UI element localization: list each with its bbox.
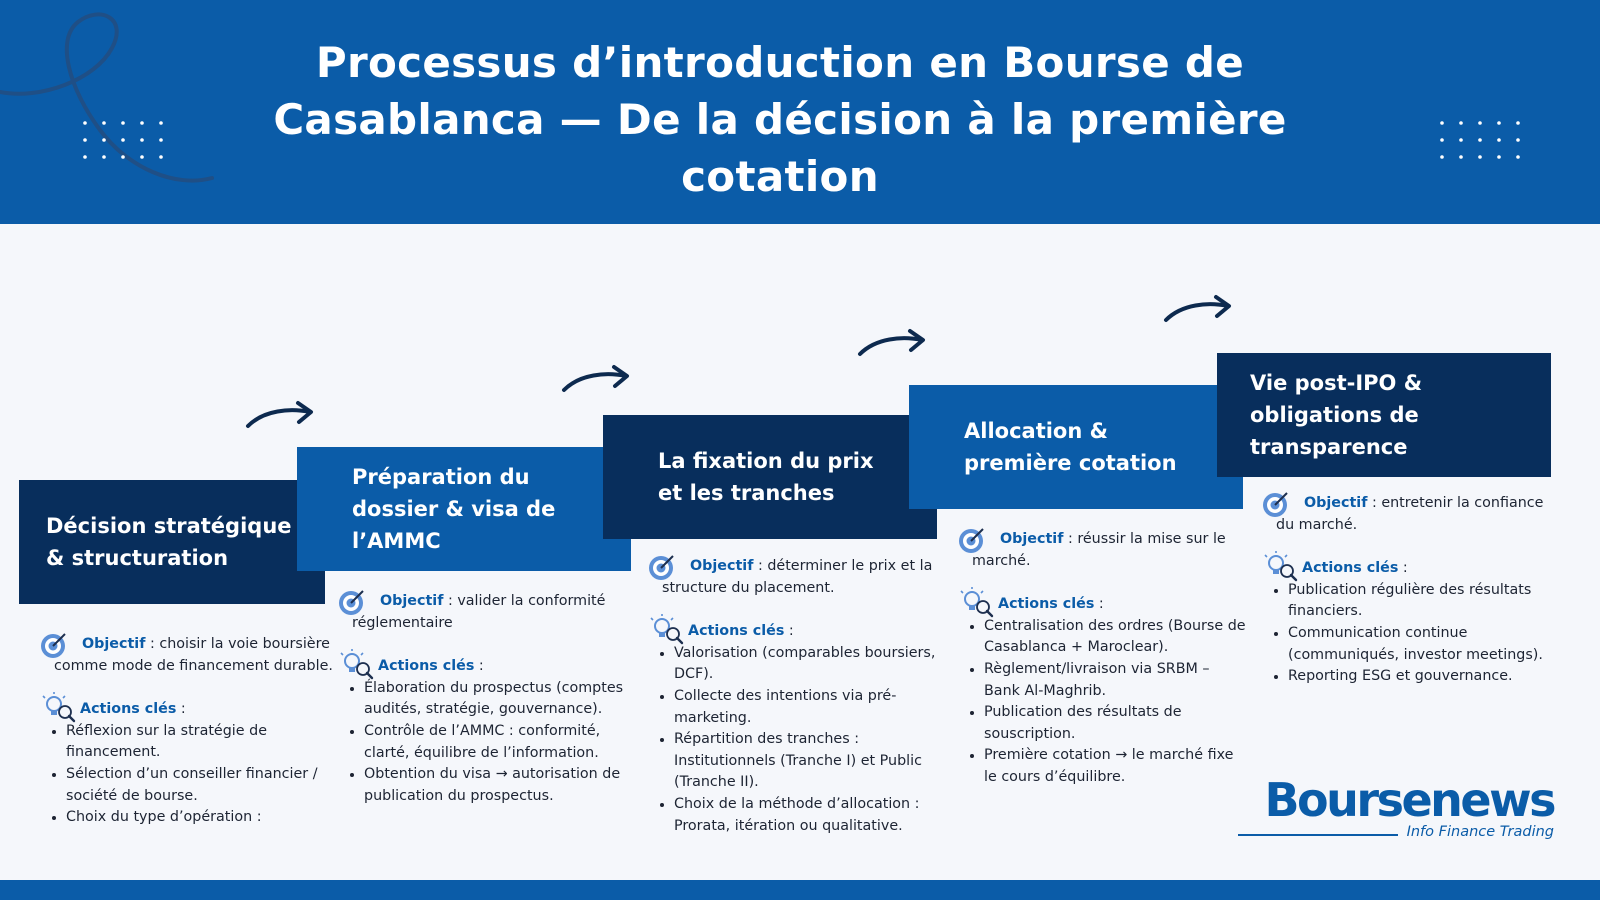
list-item: Publication régulière des résultats financiers. (1262, 580, 1562, 623)
step-5-title: Vie post-IPO & obligations de transparence (1250, 371, 1423, 459)
actions-heading: Actions clés : (958, 594, 1248, 616)
target-icon (39, 630, 69, 660)
objective-text: : déterminer le prix et la structure du placement. (662, 558, 933, 596)
step-5-box (1217, 353, 1551, 477)
objective-text: : valider la conformité réglementaire (352, 593, 606, 631)
objective-label: Objectif (1000, 531, 1064, 547)
actions-list (1262, 580, 1562, 688)
actions-list (40, 721, 338, 829)
list-item: Centralisation des ordres (Bourse de Casablanca + Maroclear). (958, 616, 1248, 659)
logo-underline (1238, 834, 1398, 836)
actions-label: Actions clés (378, 658, 475, 675)
actions-list (338, 678, 628, 808)
list-item: Contrôle de l’AMMC : conformité, clarté, équilibre de l’information. (338, 721, 628, 764)
page-title: Processus d’introduction en Bourse de Casablanca — De la décision à la première cotation (273, 38, 1287, 201)
idea-search-icon (1264, 551, 1298, 583)
list-item: Obtention du visa → autorisation de publication du prospectus. (338, 764, 628, 807)
idea-search-icon (42, 692, 76, 724)
swirl-decoration-icon (0, 0, 230, 200)
step-2-title: Préparation du dossier & visa de l’AMMC (352, 465, 556, 553)
step-4-details (958, 529, 1248, 789)
step-5-details (1262, 493, 1562, 688)
list-item: Reporting ESG et gouvernance. (1262, 666, 1562, 688)
list-item: Valorisation (comparables boursiers, DCF). (648, 643, 938, 686)
target-icon (647, 552, 677, 582)
arrow-right-icon (244, 398, 316, 434)
list-item: Règlement/livraison via SRBM – Bank Al-Maghrib. (958, 659, 1248, 702)
objective (648, 556, 938, 599)
header-banner (0, 0, 1600, 224)
objective-text: : entretenir la confiance du marché. (1276, 495, 1544, 533)
target-icon (957, 525, 987, 555)
dot-grid-right-icon (1437, 118, 1527, 168)
actions-list (958, 616, 1248, 789)
list-item: Répartition des tranches : Institutionnels (Tranche I) et Public (Tranche II). (648, 729, 938, 794)
actions-heading: Actions clés : (1262, 558, 1562, 580)
list-item: Première cotation → le marché fixe le cours d’équilibre. (958, 745, 1248, 788)
objective (338, 591, 628, 634)
list-item: Réflexion sur la stratégie de financement. (40, 721, 338, 764)
idea-search-icon (340, 649, 374, 681)
list-item: Choix du type d’opération : (40, 807, 338, 829)
step-3-details (648, 556, 938, 837)
actions-label: Actions clés (998, 596, 1095, 613)
actions-heading: Actions clés : (40, 699, 338, 721)
step-3-box (603, 415, 937, 539)
objective-label: Objectif (380, 593, 444, 609)
list-item: Publication des résultats de souscription. (958, 702, 1248, 745)
step-3-title: La fixation du prix et les tranches (658, 449, 874, 505)
step-4-box (909, 385, 1243, 509)
idea-search-icon (650, 614, 684, 646)
actions-heading: Actions clés : (338, 656, 628, 678)
actions-label: Actions clés (688, 623, 785, 640)
idea-search-icon (960, 587, 994, 619)
logo-wordmark: Boursenews (1264, 773, 1554, 827)
footer-band (0, 880, 1600, 900)
objective (40, 634, 338, 677)
boursenews-logo (1234, 773, 1554, 846)
arrow-right-icon (560, 362, 632, 398)
actions-list (648, 643, 938, 837)
actions-label: Actions clés (1302, 560, 1399, 577)
actions-heading: Actions clés : (648, 621, 938, 643)
step-1-details (40, 634, 338, 829)
objective (958, 529, 1248, 572)
step-4-title: Allocation & première cotation (964, 419, 1177, 475)
step-1-box (19, 480, 325, 604)
dot-grid-left-icon (80, 118, 170, 168)
objective-label: Objectif (1304, 495, 1368, 511)
list-item: Collecte des intentions via pré-marketing. (648, 686, 938, 729)
target-icon (1261, 489, 1291, 519)
step-2-box (297, 447, 631, 571)
actions-label: Actions clés (80, 701, 177, 718)
list-item: Sélection d’un conseiller financier / société de bourse. (40, 764, 338, 807)
list-item: Communication continue (communiqués, investor meetings). (1262, 623, 1562, 666)
step-2-details (338, 591, 628, 807)
objective-text: : réussir la mise sur le marché. (972, 531, 1226, 569)
objective (1262, 493, 1562, 536)
logo-tagline: Info Finance Trading (1406, 824, 1554, 840)
objective-label: Objectif (690, 558, 754, 574)
arrow-right-icon (1162, 292, 1234, 328)
objective-label: Objectif (82, 636, 146, 652)
step-1-title: Décision stratégique & structuration (46, 514, 292, 570)
list-item: Élaboration du prospectus (comptes audités, stratégie, gouvernance). (338, 678, 628, 721)
list-item: Choix de la méthode d’allocation : Prorata, itération ou qualitative. (648, 794, 938, 837)
target-icon (337, 587, 367, 617)
arrow-right-icon (856, 326, 928, 362)
objective-text: : choisir la voie boursière comme mode de financement durable. (54, 636, 333, 674)
